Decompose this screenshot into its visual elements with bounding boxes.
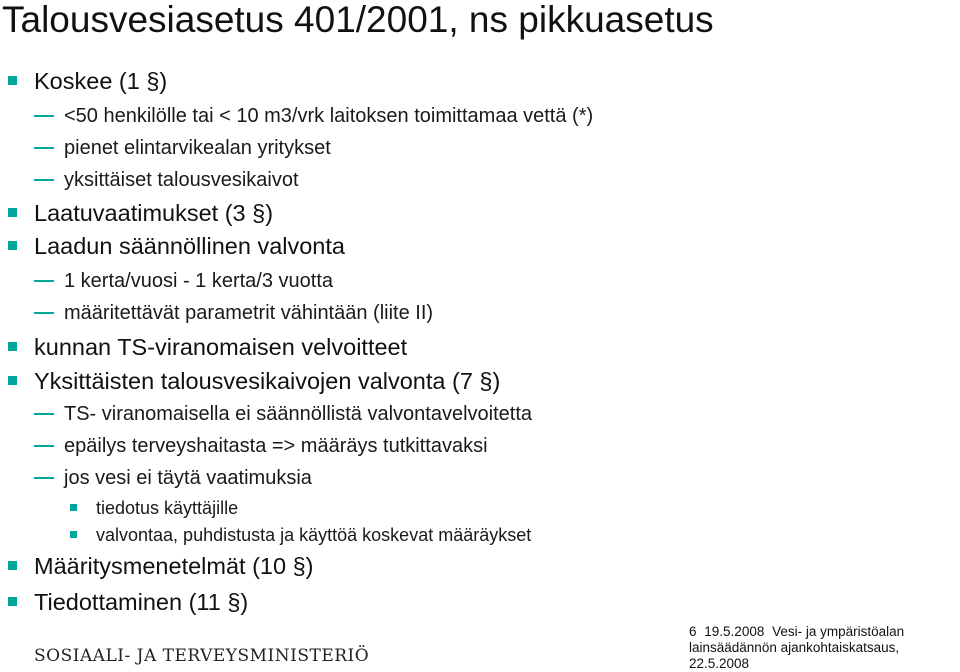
footer-date: 19.5.2008 bbox=[704, 624, 765, 639]
footer-line-1 bbox=[689, 624, 908, 640]
sub-sub-bullet-text: valvontaa, puhdistusta ja käyttöä koskevat määräykset bbox=[96, 525, 532, 545]
dash-bullet-icon bbox=[34, 413, 54, 415]
page-number: 6 bbox=[689, 624, 697, 639]
bullet-text: kunnan TS-viranomaisen velvoitteet bbox=[34, 334, 408, 360]
bullet-text: Määritysmenetelmät (10 §) bbox=[34, 553, 314, 579]
dash-bullet-icon bbox=[34, 312, 54, 314]
bullet-text: Laadun säännöllinen valvonta bbox=[34, 233, 345, 259]
dash-bullet-icon bbox=[34, 115, 54, 117]
slide-footer bbox=[689, 624, 908, 672]
small-square-bullet-icon bbox=[70, 531, 77, 538]
square-bullet-icon bbox=[8, 241, 17, 250]
bullet-text: Koskee (1 §) bbox=[34, 68, 168, 94]
bullet-text: Laatuvaatimukset (3 §) bbox=[34, 200, 274, 226]
slide-title: Talousvesiasetus 401/2001, ns pikkuasetus bbox=[2, 0, 714, 40]
dash-bullet-icon bbox=[34, 477, 54, 479]
sub-bullet-text: <50 henkilölle tai < 10 m3/vrk laitoksen toimittamaa vettä (*) bbox=[64, 105, 594, 127]
square-bullet-icon bbox=[8, 342, 17, 351]
footer-text-2: lainsäädännön ajankohtaiskatsaus, bbox=[689, 640, 900, 655]
footer-text-1: Vesi- ja ympäristöalan bbox=[772, 624, 905, 639]
sub-bullet-text: yksittäiset talousvesikaivot bbox=[64, 169, 299, 191]
footer-text-3: 22.5.2008 bbox=[689, 656, 750, 671]
bullet-text: Yksittäisten talousvesikaivojen valvonta (7 §) bbox=[34, 368, 501, 394]
ministry-logo: SOSIAALI- JA TERVEYSMINISTERIÖ bbox=[34, 646, 370, 666]
sub-bullet-text: määritettävät parametrit vähintään (liite II) bbox=[64, 302, 434, 324]
square-bullet-icon bbox=[8, 76, 17, 85]
dash-bullet-icon bbox=[34, 147, 54, 149]
square-bullet-icon bbox=[8, 597, 17, 606]
sub-bullet-text: jos vesi ei täytä vaatimuksia bbox=[64, 467, 312, 489]
square-bullet-icon bbox=[8, 208, 17, 217]
sub-bullet-text: epäilys terveyshaitasta => määräys tutkittavaksi bbox=[64, 435, 488, 457]
small-square-bullet-icon bbox=[70, 504, 77, 511]
dash-bullet-icon bbox=[34, 445, 54, 447]
bullet-text: Tiedottaminen (11 §) bbox=[34, 589, 249, 615]
sub-bullet-text: 1 kerta/vuosi - 1 kerta/3 vuotta bbox=[64, 270, 334, 292]
square-bullet-icon bbox=[8, 376, 17, 385]
dash-bullet-icon bbox=[34, 280, 54, 282]
square-bullet-icon bbox=[8, 561, 17, 570]
sub-bullet-text: TS- viranomaisella ei säännöllistä valvontavelvoitetta bbox=[64, 403, 533, 425]
sub-sub-bullet-text: tiedotus käyttäjille bbox=[96, 498, 239, 518]
sub-bullet-text: pienet elintarvikealan yritykset bbox=[64, 137, 331, 159]
dash-bullet-icon bbox=[34, 179, 54, 181]
